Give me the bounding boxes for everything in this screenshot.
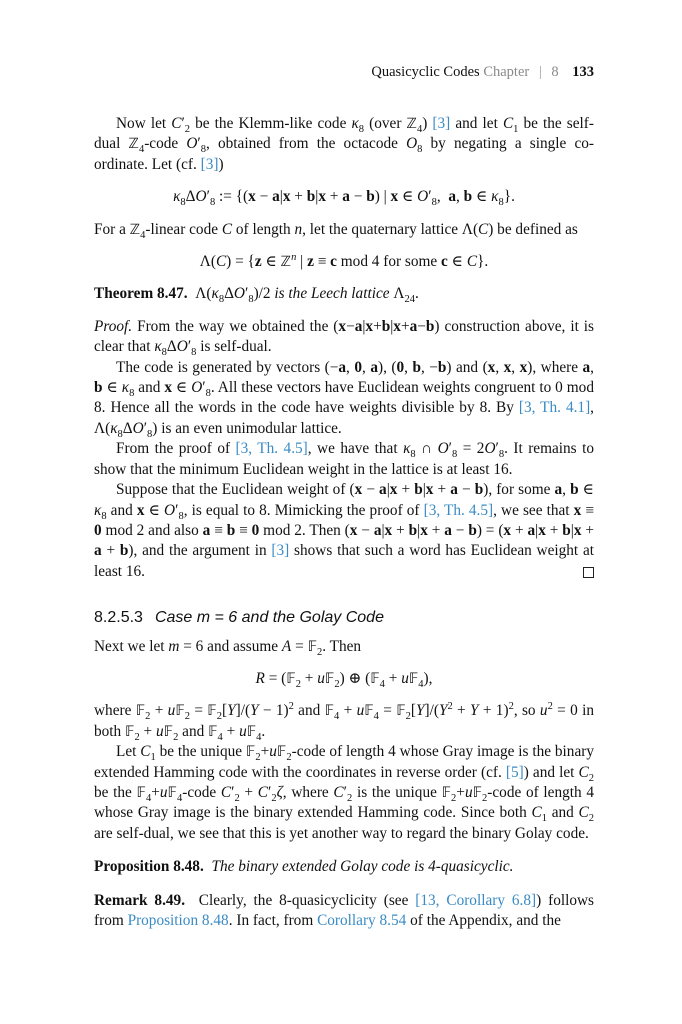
paragraph-m6: Next we let m = 6 and assume A = 𝔽$_2$. Then: [94, 637, 362, 658]
chapter-label: Chapter: [483, 64, 530, 80]
equation-lattice: Λ(C) = {z ∈ ℤ$^n$ | z ≡ c mod 4 for some c ∈ C}.: [199, 251, 489, 271]
citation-link[interactable]: [3]: [432, 115, 451, 132]
theorem-label: Theorem 8.47.: [94, 285, 188, 303]
qed-box-icon: [583, 567, 594, 578]
citation-link[interactable]: [3, Th. 4.5]: [423, 501, 494, 519]
paragraph-where: where 𝔽$_2$ + u𝔽$_2$ = 𝔽$_2$[Y]/(Y − 1)$^2$ and 𝔽$_4$ + u𝔽$_4$ = $𝔽_2[Y]/(Y^2 + Y + 1)^2$, so $u^2 = 0$ in both 𝔽$_2$ + u𝔽$_2$ and 𝔽$_4$ + u𝔽$_4$.: [94, 701, 594, 743]
header-separator: |: [538, 64, 542, 80]
proposition-link[interactable]: Proposition 8.48: [127, 912, 229, 929]
paragraph-golay: Let $C_1$ be the unique 𝔽$_2$+u𝔽$_2$-code of length 4 whose Gray image is the binary extended Hamming code with the coordinates in reverse order (cf. [5]) and let $C_2$ be the 𝔽$_4$+u𝔽$_4$-code $C'_2 + C'_2\zeta$, where $C'_2$ is the unique 𝔽$_2$+u𝔽$_2$-code of length 4 whose Gray image is the binary extended Hamming code. Since both $C_1$ and $C_2$ are self-dual, we see that this is yet another way to regard the binary Golay code.: [94, 743, 595, 842]
equation-ring: R = (𝔽$_2$ + u𝔽$_2$) ⊕ (𝔽$_4$ + u𝔽$_4$),: [255, 669, 433, 690]
page-body: [94, 114, 594, 931]
proof-paragraph-3: From the proof of [3, Th. 4.5], we have that $\kappa_8$ ∩ $O'_8 = 2O'_8$. It remains to show that the minimum Euclidean weight in the lattice is at least 16.: [94, 440, 594, 478]
proposition-label: Proposition 8.48.: [94, 858, 204, 876]
proposition-848: [94, 857, 594, 877]
theorem-statement: is the Leech lattice: [274, 285, 390, 303]
remark-label: Remark 8.49.: [94, 891, 186, 909]
citation-link[interactable]: [3, Th. 4.5]: [235, 440, 308, 458]
corollary-link[interactable]: Corollary 8.54: [317, 912, 407, 929]
proof-paragraph-2: The code is generated by vectors (−a, 0, a), (0, b, −b) and (x, x, x), where a, b ∈ $\kappa_8$ and x ∈ $O'_8$. All these vectors have Euclidean weights congruent to 0 mod 8. Hence all the words in the code have weights divisible by 8. By [3, Th. 4.1], $\Lambda(\kappa_8\Delta O'_8)$ is an even unimodular lattice.: [94, 358, 594, 440]
chapter-number: 8: [551, 64, 559, 80]
section-heading: [94, 608, 594, 628]
paragraph-klemm: Now let $C'_2$ be the Klemm-like code $\kappa_8$ (over ℤ$_4$) [3] and let $C_1$ be the self-dual ℤ$_4$-code $O'_8$, obtained from the octacode $O_8$ by negating a single co-ordinate. Let (cf. [3]): [94, 115, 594, 173]
equation-kappa-delta: $\kappa_8\Delta O'_8$ := {(x − a|x + b|x + a − b) | x ∈ $O'_8$, a, b ∈ $\kappa_8$}.: [173, 188, 515, 209]
citation-link[interactable]: [3]: [271, 542, 290, 560]
citation-link[interactable]: [3]: [200, 155, 219, 173]
proof-paragraph-4: Suppose that the Euclidean weight of (x − a|x + b|x + a − b), for some a, b ∈ $\kappa_8$ and x ∈ $O'_8$, is equal to 8. Mimicking the proof of [3, Th. 4.5], we see that x ≡ 0 mod 2 and also a ≡ b ≡ 0 mod 2. Then (x − a|x + b|x + a − b) = (x + a|x + b|x + a + b), and the argument in [3] shows that such a word has Euclidean weight at least 16.: [94, 481, 595, 580]
citation-link[interactable]: [5]: [505, 763, 524, 781]
proof-label: Proof.: [94, 317, 133, 335]
proposition-text: The binary extended Golay code is 4-quasicyclic.: [211, 858, 514, 876]
remark-849: Remark 8.49. Clearly, the 8-quasicyclicity (see [13, Corollary 6.8]) follows from Proposition 8.48. In fact, from Corollary 8.54 of the Appendix, and the: [94, 891, 594, 929]
section-title: Case m = 6 and the Golay Code: [154, 609, 384, 627]
paragraph-lattice-def: For a ℤ$_4$-linear code C of length n, let the quaternary lattice Λ(C) be defined as: [94, 220, 578, 241]
section-number: 8.2.5.3: [94, 609, 143, 627]
running-title: Quasicyclic Codes: [371, 64, 480, 80]
citation-link[interactable]: [13, Corollary 6.8]: [415, 891, 537, 909]
theorem-847: Theorem 8.47. $\Lambda(\kappa_8\Delta O'_8)/2$ is the Leech lattice $\Lambda_{24}$.: [94, 285, 419, 306]
page-number: 133: [572, 64, 594, 80]
citation-link[interactable]: [3, Th. 4.1]: [518, 399, 591, 417]
running-header: [371, 64, 594, 81]
proof-paragraph-1: Proof. From the way we obtained the (x−a|x+b|x+a−b) construction above, it is clear that $\kappa_8\Delta O'_8$ is self-dual.: [94, 317, 594, 359]
